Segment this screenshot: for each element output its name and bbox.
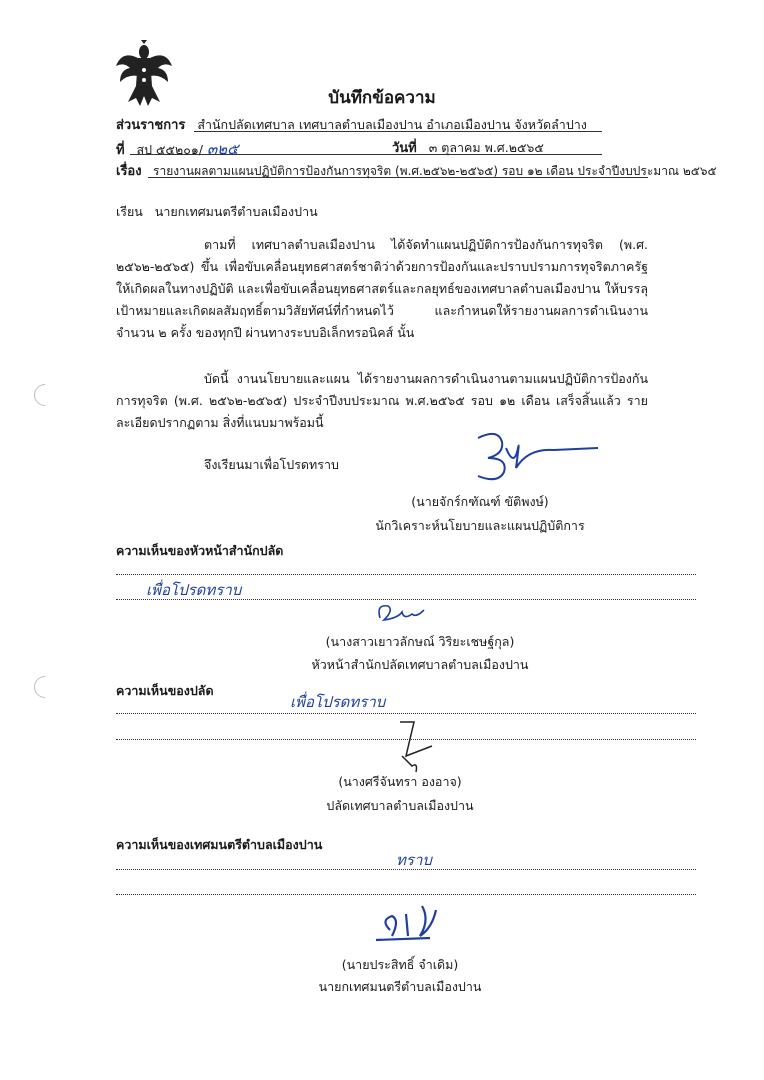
section3-name: (นายประสิทธิ์ จำเดิม) — [341, 957, 459, 972]
agency-underline — [194, 131, 602, 132]
section2-heading: ความเห็นของปลัด — [116, 683, 214, 698]
agency-value: สำนักปลัดเทศบาล เทศบาลตำบลเมืองปาน อำเภอเมืองปาน จังหวัดลำปาง — [197, 117, 587, 132]
subject-value: รายงานผลตามแผนปฏิบัติการป้องกันการทุจริต (พ.ศ.๒๕๖๒-๒๕๖๕) รอบ ๑๒ เดือน ประจำปีงบประมาณ ๒๕๖๕ — [153, 164, 717, 178]
to-value: นายกเทศมนตรีตำบลเมืองปาน — [154, 204, 318, 219]
ref-underline — [130, 154, 602, 155]
section2-name: (นางศรีจันทรา องอาจ) — [338, 774, 462, 789]
section3-heading: ความเห็นของเทศมนตรีตำบลเมืองปาน — [116, 837, 323, 852]
agency-label: ส่วนราชการ — [116, 118, 186, 133]
section1-name: (นางสาวเยาวลักษณ์ วิริยะเชษฐ์กุล) — [325, 634, 515, 649]
signer1-name: (นายจักร์กฑัณฑ์ ขัติพงษ์) — [411, 494, 549, 509]
signer1-position: นักวิเคราะห์นโยบายและแผนปฏิบัติการ — [375, 518, 585, 533]
section2-handwritten: เพื่อโปรดทราบ — [290, 693, 386, 711]
subject-label: เรื่อง — [116, 164, 142, 179]
punch-hole-mark — [29, 379, 60, 410]
ref-handwritten: ๓๒๕ — [206, 140, 239, 158]
punch-hole-mark — [29, 671, 60, 702]
signature-3 — [392, 716, 452, 776]
date-label: วันที่ — [392, 141, 417, 156]
to-label: เรียน — [116, 204, 143, 219]
section1-handwritten: เพื่อโปรดทราบ — [146, 581, 242, 599]
section2-dotline-1 — [116, 712, 696, 714]
section2-position: ปลัดเทศบาลตำบลเมืองปาน — [326, 798, 474, 813]
section3-dotline-1 — [116, 868, 696, 870]
section3-position: นายกเทศมนตรีตำบลเมืองปาน — [318, 979, 482, 994]
body-paragraph-2: บัดนี้ งานนโยบายและแผน ได้รายงานผลการดำเนินงานตามแผนปฏิบัติการป้องกันการทุจริต (พ.ศ. ๒๕๖๒-๒๕๖๕) ประจำปีงบประมาณ พ.ศ.๒๕๖๕ รอบ ๑๒ เดือน เสร็จสิ้นแล้ว รายละเอียดปรากฏตาม สิ่งที่แนบมาพร้อมนี้ — [116, 371, 648, 430]
subject-underline — [148, 177, 648, 178]
signature-4 — [370, 900, 460, 948]
date-value: ๓ ตุลาคม พ.ศ.๒๕๖๕ — [428, 140, 544, 155]
section3-handwritten: ทราบ — [396, 851, 432, 869]
body-paragraph-1: ตามที่ เทศบาลตำบลเมืองปาน ได้จัดทำแผนปฏิบัติการป้องกันการทุจริต (พ.ศ. ๒๕๖๒-๒๕๖๕) ขึ้น เพื่อขับเคลื่อนยุทธศาสตร์ชาติว่าด้วยการป้องกันและปราบปรามการทุจริตภาครัฐให้เกิดผลในทางปฏิบัติ และเพื่อขับเคลื่อนยุทธศาสตร์และกลยุทธ์ของเทศบาลตำบลเมืองปาน ให้บรรลุเป้าหมายและเกิดผลสัมฤทธิ์ตามวิสัยทัศน์ที่กำหนดไว้ และกำหนดให้รายงานผลการดำเนินงานจำนวน ๒ ครั้ง ของทุกปี ผ่านทางระบบอิเล็กทรอนิคส์ นั้น — [116, 237, 648, 340]
to-line — [116, 202, 318, 222]
closing-text: จึงเรียนมาเพื่อโปรดทราบ — [204, 457, 339, 472]
signature-1 — [458, 428, 608, 488]
ref-line — [116, 137, 238, 161]
section1-heading: ความเห็นของหัวหน้าสำนักปลัด — [116, 543, 284, 558]
section1-dotline-1 — [116, 573, 696, 575]
section3-dotline-2 — [116, 893, 696, 895]
memo-title: บันทึกข้อความ — [328, 88, 436, 108]
signature-2 — [372, 598, 432, 628]
section1-position: หัวหน้าสำนักปลัดเทศบาลตำบลเมืองปาน — [311, 657, 529, 672]
ref-value: สป ๕๕๒๐๑/ — [136, 142, 203, 157]
ref-label: ที่ — [116, 143, 125, 158]
